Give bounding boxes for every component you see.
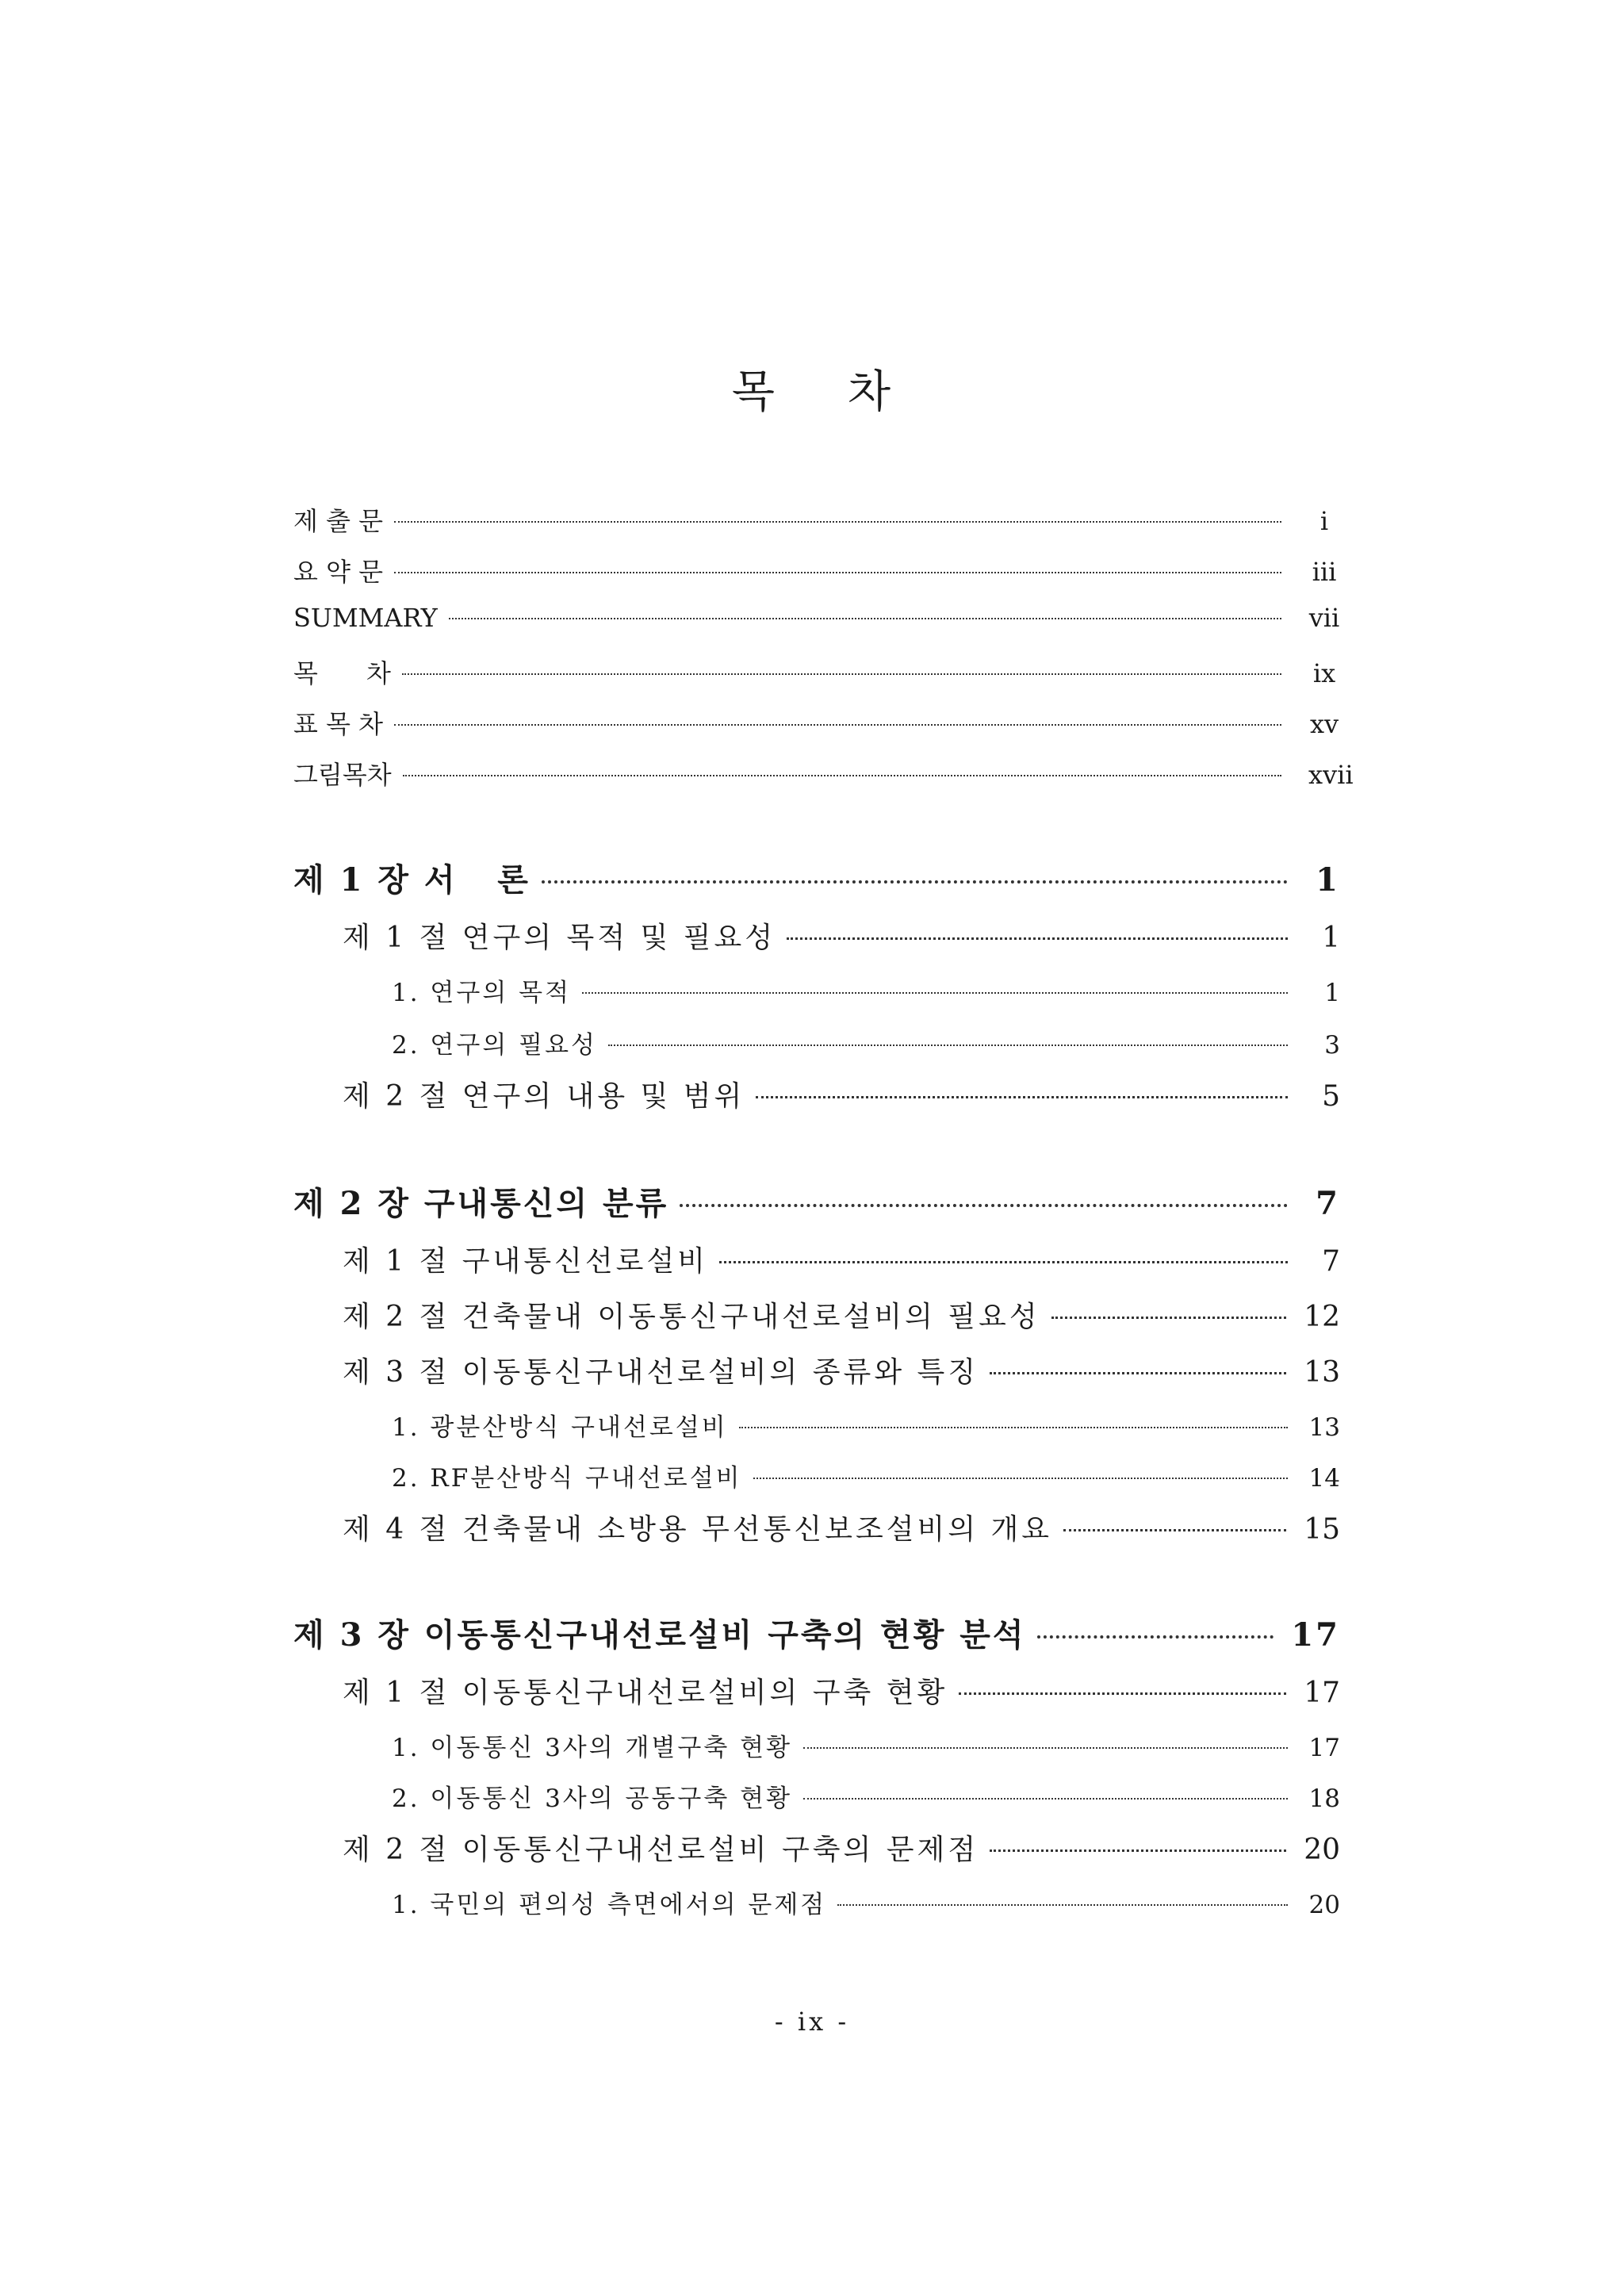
toc-section-entry[interactable] bbox=[343, 1239, 1340, 1280]
toc-entry-label: 요 약 문 bbox=[293, 557, 384, 587]
dot-leader bbox=[739, 1427, 1288, 1428]
toc-section-page: 20 bbox=[1304, 1834, 1340, 1866]
toc-chapter-page: 1 bbox=[1316, 861, 1340, 899]
toc-section-entry[interactable] bbox=[343, 1670, 1340, 1711]
toc-chapter-page: 7 bbox=[1316, 1185, 1340, 1222]
dot-leader bbox=[803, 1747, 1288, 1749]
dot-leader bbox=[394, 724, 1281, 726]
toc-section-label: 제 2 절 이동통신구내선로설비 구축의 문제점 bbox=[343, 1834, 979, 1866]
toc-chapter-label: 제 3 장 이동통신구내선로설비 구축의 현황 분석 bbox=[293, 1616, 1026, 1654]
toc-section-label: 제 1 절 이동통신구내선로설비의 구축 현황 bbox=[343, 1677, 948, 1709]
toc-chapter-entry[interactable] bbox=[293, 1610, 1340, 1654]
dot-leader bbox=[959, 1692, 1286, 1695]
toc-section-label: 제 2 절 연구의 내용 및 범위 bbox=[343, 1080, 745, 1113]
toc-front-entry[interactable] bbox=[293, 501, 1340, 538]
dot-leader bbox=[1063, 1529, 1286, 1531]
toc-entry-page: ix bbox=[1312, 658, 1336, 688]
dot-leader bbox=[837, 1904, 1288, 1906]
toc-chapter-label: 제 2 장 구내통신의 분류 bbox=[293, 1185, 669, 1222]
toc-item-page: 13 bbox=[1308, 1413, 1340, 1442]
page-title bbox=[0, 361, 1624, 424]
toc-item-page: 1 bbox=[1324, 979, 1340, 1007]
toc-section-page: 7 bbox=[1322, 1245, 1340, 1278]
toc-section-entry[interactable] bbox=[343, 1507, 1340, 1548]
toc-entry-label: 제 출 문 bbox=[293, 506, 384, 536]
toc-chapter-entry[interactable] bbox=[293, 1179, 1340, 1223]
toc-entry-page: xvii bbox=[1308, 760, 1354, 790]
toc-front-entry[interactable] bbox=[293, 552, 1340, 588]
toc-item-label: 1. 국민의 편의성 측면에서의 문제점 bbox=[392, 1891, 827, 1919]
toc-item-entry[interactable] bbox=[392, 1778, 1340, 1815]
toc-entry-page: xv bbox=[1309, 709, 1339, 739]
toc-item-label: 1. 이동통신 3사의 개별구축 현황 bbox=[392, 1734, 793, 1762]
toc-item-entry[interactable] bbox=[392, 1727, 1340, 1764]
dot-leader bbox=[1051, 1317, 1287, 1319]
toc-section-page: 15 bbox=[1304, 1513, 1340, 1546]
toc-section-entry[interactable] bbox=[343, 1827, 1340, 1869]
dot-leader bbox=[1037, 1635, 1274, 1639]
toc-section-page: 12 bbox=[1304, 1301, 1340, 1333]
dot-leader bbox=[394, 572, 1281, 573]
toc-section-label: 제 2 절 건축물내 이동통신구내선로설비의 필요성 bbox=[343, 1301, 1040, 1333]
dot-leader bbox=[719, 1261, 1288, 1263]
toc-entry-label: 목 차 bbox=[293, 658, 391, 688]
dot-leader bbox=[542, 880, 1288, 884]
toc-item-entry[interactable] bbox=[392, 1407, 1340, 1443]
toc-front-entry[interactable] bbox=[293, 654, 1340, 690]
title-right-char: 차 bbox=[848, 366, 893, 418]
dot-leader bbox=[582, 992, 1288, 994]
toc-entry-page: i bbox=[1320, 506, 1329, 536]
toc-item-label: 1. 광분산방식 구내선로설비 bbox=[392, 1413, 728, 1442]
dot-leader bbox=[803, 1798, 1288, 1800]
toc-item-page: 3 bbox=[1324, 1031, 1340, 1060]
dot-leader bbox=[756, 1096, 1288, 1098]
toc-section-label: 제 1 절 구내통신선로설비 bbox=[343, 1245, 708, 1278]
dot-leader bbox=[680, 1204, 1288, 1207]
toc-section-label: 제 3 절 이동통신구내선로설비의 종류와 특징 bbox=[343, 1356, 979, 1389]
toc-section-page: 5 bbox=[1322, 1080, 1340, 1113]
toc-chapter-page: 17 bbox=[1291, 1616, 1340, 1654]
toc-front-entry[interactable] bbox=[293, 603, 1340, 639]
toc-item-entry[interactable] bbox=[392, 1884, 1340, 1921]
toc-entry-label: 표 목 차 bbox=[293, 709, 384, 739]
title-left-char: 목 bbox=[731, 366, 776, 418]
toc-chapter-entry[interactable] bbox=[293, 855, 1340, 899]
toc-item-page: 17 bbox=[1308, 1734, 1340, 1762]
toc-item-entry[interactable] bbox=[392, 972, 1340, 1009]
toc-section-entry[interactable] bbox=[343, 1074, 1340, 1115]
toc-item-label: 1. 연구의 목적 bbox=[392, 979, 572, 1007]
toc-entry-page: iii bbox=[1312, 557, 1337, 587]
toc-item-label: 2. 이동통신 3사의 공동구축 현황 bbox=[392, 1784, 793, 1813]
toc-entry-label: SUMMARY bbox=[293, 603, 438, 633]
page-number: - ix - bbox=[774, 2007, 850, 2037]
toc-item-label: 2. 연구의 필요성 bbox=[392, 1031, 597, 1060]
toc-item-page: 18 bbox=[1308, 1784, 1340, 1813]
toc-section-page: 1 bbox=[1322, 922, 1340, 954]
dot-leader bbox=[787, 937, 1288, 940]
toc-item-page: 14 bbox=[1308, 1464, 1340, 1493]
toc-item-label: 2. RF분산방식 구내선로설비 bbox=[392, 1464, 742, 1493]
dot-leader bbox=[449, 618, 1281, 619]
dot-leader bbox=[990, 1849, 1286, 1852]
dot-leader bbox=[394, 521, 1281, 523]
toc-section-page: 13 bbox=[1304, 1356, 1340, 1389]
dot-leader bbox=[403, 775, 1281, 776]
toc-entry-page: vii bbox=[1308, 603, 1340, 633]
dot-leader bbox=[402, 673, 1281, 675]
toc-section-entry[interactable] bbox=[343, 1294, 1340, 1336]
toc-chapter-label: 제 1 장 서 론 bbox=[293, 861, 530, 899]
toc-section-page: 17 bbox=[1304, 1677, 1340, 1709]
toc-item-entry[interactable] bbox=[392, 1025, 1340, 1061]
toc-entry-label: 그림목차 bbox=[293, 760, 392, 790]
toc-front-entry[interactable] bbox=[293, 704, 1340, 741]
toc-section-entry[interactable] bbox=[343, 1350, 1340, 1391]
dot-leader bbox=[990, 1372, 1286, 1374]
toc-section-label: 제 1 절 연구의 목적 및 필요성 bbox=[343, 922, 776, 954]
toc-section-entry[interactable] bbox=[343, 915, 1340, 956]
toc-item-page: 20 bbox=[1308, 1891, 1340, 1919]
dot-leader bbox=[608, 1045, 1288, 1046]
toc-section-label: 제 4 절 건축물내 소방용 무선통신보조설비의 개요 bbox=[343, 1513, 1053, 1546]
toc-front-entry[interactable] bbox=[293, 755, 1354, 792]
toc-item-entry[interactable] bbox=[392, 1458, 1340, 1494]
dot-leader bbox=[753, 1478, 1288, 1479]
